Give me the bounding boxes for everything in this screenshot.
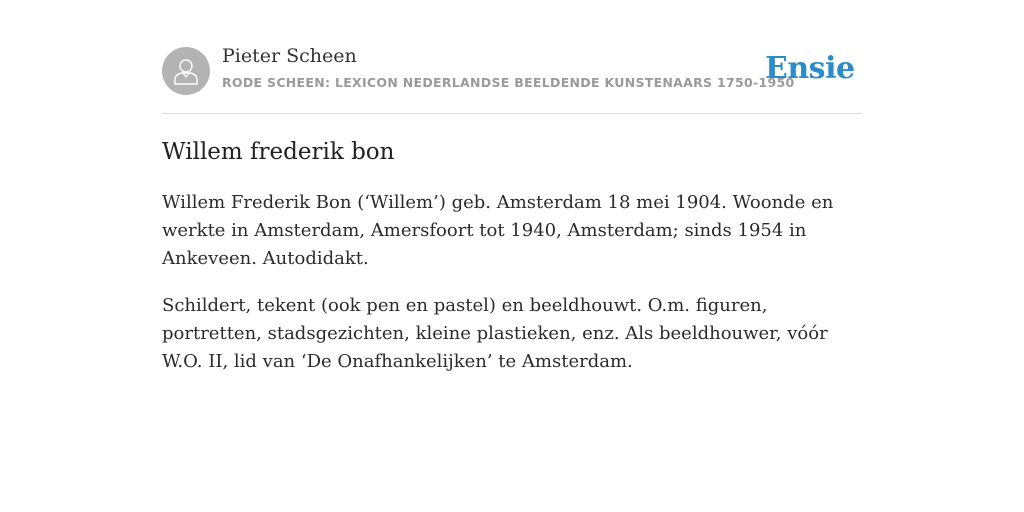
source-title[interactable]: RODE SCHEEN: LEXICON NEDERLANDSE BEELDENDE KUNSTENAARS 1750-1950 [222, 75, 795, 90]
brand-logo[interactable]: Ensie [765, 51, 855, 86]
author-name[interactable]: Pieter Scheen [222, 45, 357, 67]
avatar[interactable] [162, 47, 210, 95]
page-title: Willem frederik bon [162, 139, 395, 165]
article-header [162, 0, 862, 114]
article-paragraph: Schildert, tekent (ook pen en pastel) en beeldhouwt. O.m. figuren, portretten, stadsgezichten, kleine plastieken, enz. Als beeldhouwer, vóór W.O. II, lid van ‘De Onafhankelijken’ te Amsterdam. [162, 295, 828, 372]
user-icon [172, 56, 200, 86]
article-card [162, 0, 862, 372]
article-paragraph: Willem Frederik Bon (‘Willem’) geb. Amsterdam 18 mei 1904. Woonde en werkte in Amsterdam, Amersfoort tot 1940, Amsterdam; sinds 1954 in Ankeveen. Autodidakt. [162, 192, 834, 269]
